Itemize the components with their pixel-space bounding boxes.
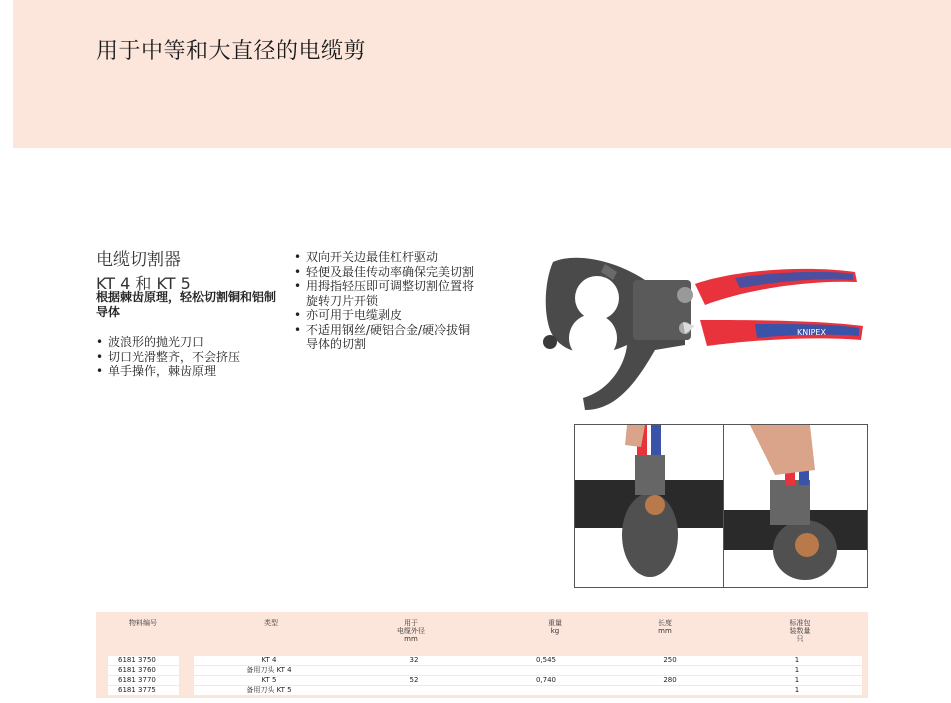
- cell-code: 6181 3770: [108, 676, 180, 685]
- usage-illustration: [575, 425, 867, 587]
- header-pack: 标准包 装数量 只: [789, 619, 811, 643]
- cell-weight: 0,740: [484, 676, 609, 685]
- cell-length: 280: [608, 676, 733, 685]
- product-name: 电缆切割器: [96, 250, 181, 270]
- photo-divider: [723, 425, 724, 587]
- feature-item: • 切口光滑整齐，不会挤压: [96, 350, 266, 365]
- usage-photo: [574, 424, 868, 588]
- cell-diameter: [344, 686, 485, 695]
- cell-weight: 0,545: [484, 656, 609, 665]
- feature-item: • 波浪形的抛光刀口: [96, 335, 266, 350]
- brand-label: KNIPEX: [797, 328, 826, 337]
- feature-item: • 亦可用于电缆剥皮: [294, 308, 474, 323]
- cell-code: 6181 3760: [108, 666, 180, 675]
- header-length: 长度 mm: [658, 619, 672, 635]
- cell-type: KT 5: [194, 676, 345, 685]
- feature-item: • 轻便及最佳传动率确保完美切割: [294, 265, 474, 280]
- product-model: KT 4 和 KT 5: [96, 274, 191, 293]
- cell-diameter: 52: [344, 676, 485, 685]
- cell-diameter: [344, 666, 485, 675]
- cell-pack: 1: [732, 666, 863, 675]
- table-row: [108, 686, 862, 695]
- header-weight: 重量 kg: [548, 619, 562, 635]
- cell-code: 6181 3750: [108, 656, 180, 665]
- cell-type: 备用刀头 KT 5: [194, 686, 345, 695]
- feature-list-right: [294, 250, 474, 352]
- cell-weight: [484, 666, 609, 675]
- cell-length: [608, 666, 733, 675]
- cell-pack: 1: [732, 656, 863, 665]
- cell-type: 备用刀头 KT 4: [194, 666, 345, 675]
- cell-length: 250: [608, 656, 733, 665]
- table-row: [108, 666, 862, 675]
- header-diameter: 用于 电缆外径 mm: [397, 619, 425, 643]
- header-band: [13, 0, 951, 148]
- cell-type: KT 4: [194, 656, 345, 665]
- page-title: 用于中等和大直径的电缆剪: [96, 39, 367, 64]
- cell-pack: 1: [732, 686, 863, 695]
- cell-code: 6181 3775: [108, 686, 180, 695]
- feature-item: • 用拇指轻压即可调整切割位置将旋转刀片开锁: [294, 279, 474, 308]
- cell-weight: [484, 686, 609, 695]
- cell-length: [608, 686, 733, 695]
- cell-pack: 1: [732, 676, 863, 685]
- cell-diameter: 32: [344, 656, 485, 665]
- feature-item: • 单手操作，棘齿原理: [96, 364, 266, 379]
- spec-table: [96, 612, 868, 698]
- header-type: 类型: [264, 619, 278, 627]
- table-row: [108, 656, 862, 665]
- feature-item: • 双向开关边最佳杠杆驱动: [294, 250, 474, 265]
- feature-item: • 不适用钢丝/硬铝合金/硬冷拔铜导体的切割: [294, 323, 474, 352]
- feature-list-left: [96, 335, 266, 379]
- header-code: 物料编号: [129, 619, 157, 627]
- product-description: 根据棘齿原理，轻松切割铜和铝制导体: [96, 290, 277, 319]
- cable-cutter-photo: [535, 250, 870, 415]
- table-row: [108, 676, 862, 685]
